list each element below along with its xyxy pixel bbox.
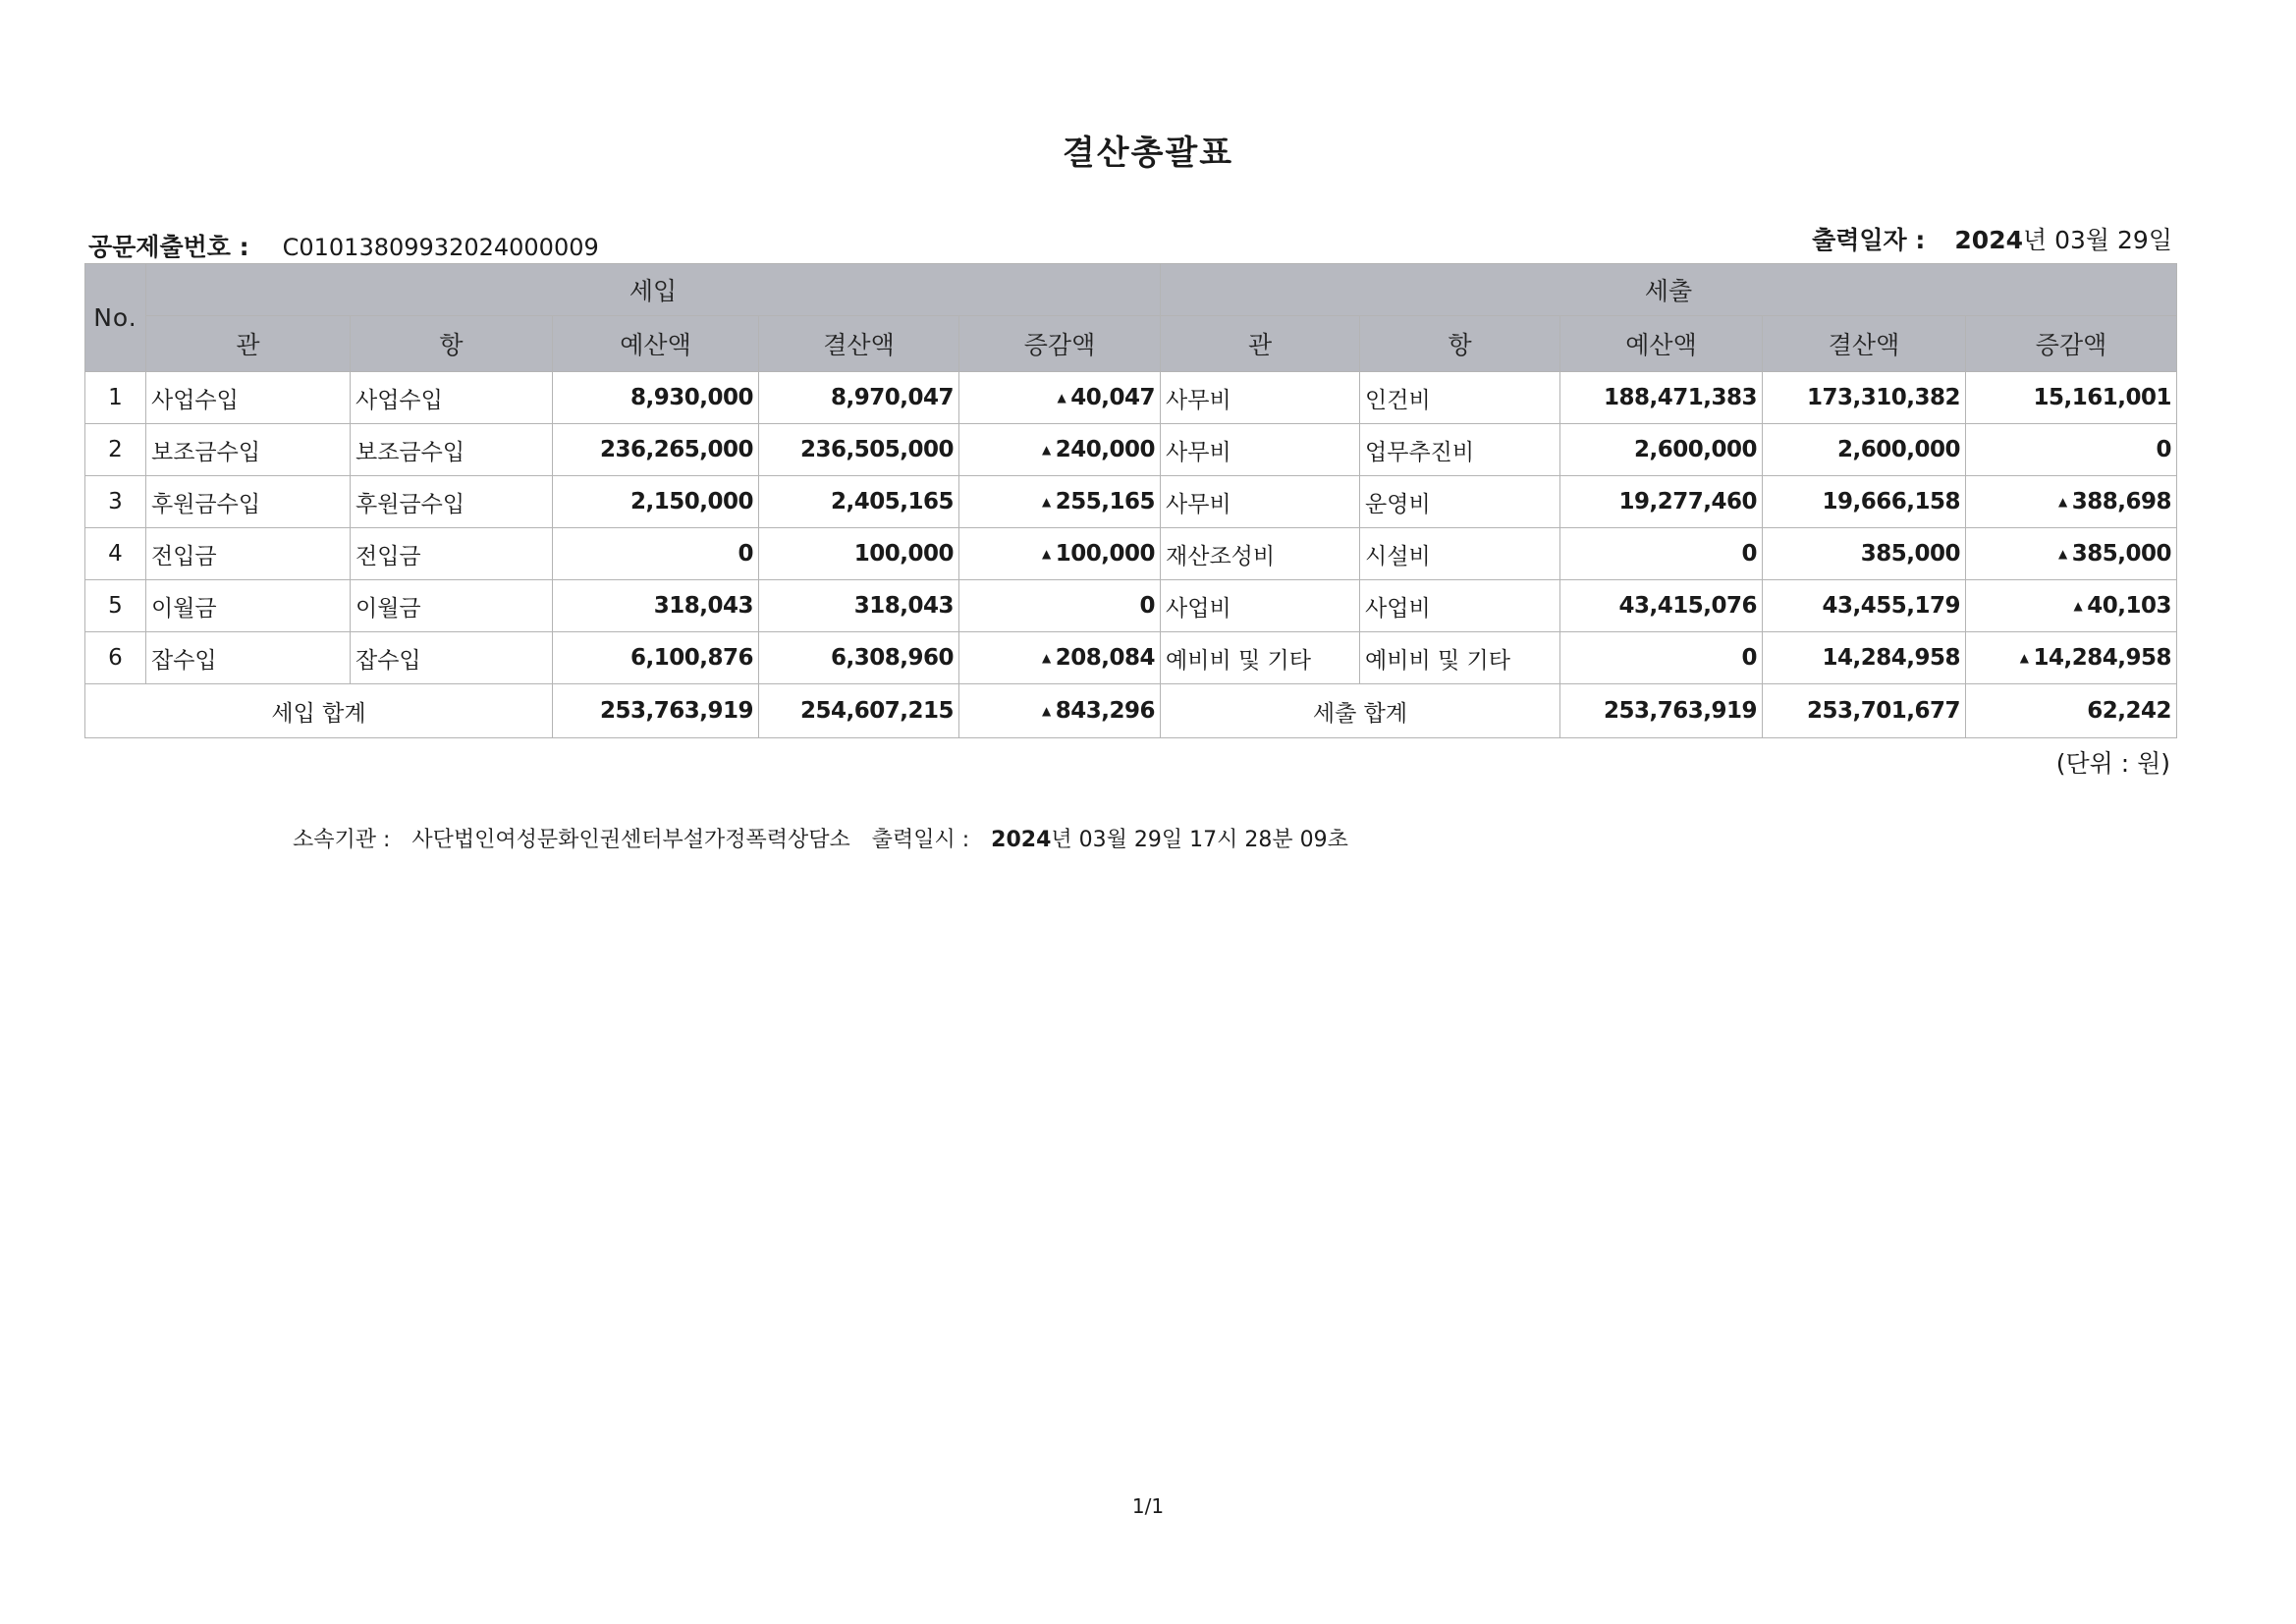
row-no: 1 bbox=[85, 372, 146, 424]
income-gwan: 사업수입 bbox=[146, 372, 351, 424]
expense-diff-value: 40,103 bbox=[2087, 593, 2172, 619]
expense-budget: 0 bbox=[1560, 528, 1763, 580]
header-no: No. bbox=[85, 264, 146, 372]
header-income-hang: 항 bbox=[351, 316, 553, 372]
increase-icon: ▲ bbox=[2058, 547, 2067, 561]
row-no: 5 bbox=[85, 580, 146, 632]
print-date-month: 03 bbox=[2054, 226, 2086, 254]
printed-at-year: 2024 bbox=[991, 828, 1052, 852]
income-hang: 잡수입 bbox=[351, 632, 553, 684]
expense-hang: 인건비 bbox=[1360, 372, 1560, 424]
table-row bbox=[85, 580, 2177, 632]
footer-line bbox=[293, 823, 1348, 853]
expense-diff-value: 14,284,958 bbox=[2033, 645, 2172, 671]
expense-diff bbox=[1966, 632, 2177, 684]
header-income-diff: 증감액 bbox=[959, 316, 1161, 372]
total-row bbox=[85, 684, 2177, 738]
income-diff-value: 100,000 bbox=[1055, 541, 1156, 567]
expense-gwan: 예비비 및 기타 bbox=[1161, 632, 1360, 684]
header-expense-gwan: 관 bbox=[1161, 316, 1360, 372]
expense-budget: 19,277,460 bbox=[1560, 476, 1763, 528]
income-diff bbox=[959, 424, 1161, 476]
income-hang: 사업수입 bbox=[351, 372, 553, 424]
income-diff-value: 208,084 bbox=[1055, 645, 1156, 671]
income-settled: 6,308,960 bbox=[759, 632, 959, 684]
header-expense-diff: 증감액 bbox=[1966, 316, 2177, 372]
income-hang: 이월금 bbox=[351, 580, 553, 632]
header-income-settled: 결산액 bbox=[759, 316, 959, 372]
expense-diff bbox=[1966, 372, 2177, 424]
expense-diff bbox=[1966, 580, 2177, 632]
header-expense: 세출 bbox=[1161, 264, 2177, 316]
header-income-gwan: 관 bbox=[146, 316, 351, 372]
unit-note: (단위 : 원) bbox=[2055, 749, 2170, 778]
income-total-diff-value: 843,296 bbox=[1055, 698, 1156, 724]
header-income-budget: 예산액 bbox=[553, 316, 759, 372]
expense-total-settled: 253,701,677 bbox=[1763, 684, 1966, 738]
printed-at-rest: 03월 29일 17시 28분 09초 bbox=[1078, 828, 1348, 852]
row-no: 6 bbox=[85, 632, 146, 684]
expense-gwan: 사무비 bbox=[1161, 372, 1360, 424]
expense-settled: 2,600,000 bbox=[1763, 424, 1966, 476]
income-hang: 보조금수입 bbox=[351, 424, 553, 476]
income-gwan: 이월금 bbox=[146, 580, 351, 632]
print-date-line bbox=[1812, 221, 2172, 256]
row-no: 2 bbox=[85, 424, 146, 476]
table-row bbox=[85, 372, 2177, 424]
income-settled: 8,970,047 bbox=[759, 372, 959, 424]
print-date-year: 2024 bbox=[1954, 226, 2023, 254]
increase-icon: ▲ bbox=[1042, 651, 1051, 665]
expense-settled: 19,666,158 bbox=[1763, 476, 1966, 528]
income-total-label: 세입 합계 bbox=[85, 684, 553, 738]
printed-at-label: 출력일시 : bbox=[871, 828, 970, 852]
income-diff-value: 0 bbox=[1139, 593, 1156, 619]
income-settled: 2,405,165 bbox=[759, 476, 959, 528]
expense-hang: 시설비 bbox=[1360, 528, 1560, 580]
income-total-settled: 254,607,215 bbox=[759, 684, 959, 738]
income-diff-value: 255,165 bbox=[1055, 489, 1156, 514]
increase-icon: ▲ bbox=[1042, 704, 1051, 718]
expense-diff-value: 385,000 bbox=[2071, 541, 2172, 567]
expense-budget: 2,600,000 bbox=[1560, 424, 1763, 476]
income-settled: 100,000 bbox=[759, 528, 959, 580]
expense-gwan: 사업비 bbox=[1161, 580, 1360, 632]
income-diff bbox=[959, 580, 1161, 632]
document-title: 결산총괄표 bbox=[1062, 134, 1234, 173]
income-budget: 2,150,000 bbox=[553, 476, 759, 528]
settlement-summary-table bbox=[84, 263, 2177, 738]
income-gwan: 잡수입 bbox=[146, 632, 351, 684]
expense-diff-value: 0 bbox=[2156, 437, 2172, 462]
expense-diff bbox=[1966, 424, 2177, 476]
expense-budget: 43,415,076 bbox=[1560, 580, 1763, 632]
income-diff bbox=[959, 632, 1161, 684]
income-settled: 318,043 bbox=[759, 580, 959, 632]
expense-total-label: 세출 합계 bbox=[1161, 684, 1560, 738]
header-income: 세입 bbox=[146, 264, 1161, 316]
income-diff-value: 240,000 bbox=[1055, 437, 1156, 462]
income-budget: 236,265,000 bbox=[553, 424, 759, 476]
expense-gwan: 재산조성비 bbox=[1161, 528, 1360, 580]
table-row bbox=[85, 632, 2177, 684]
print-date-year-unit: 년 bbox=[2023, 226, 2048, 254]
income-budget: 318,043 bbox=[553, 580, 759, 632]
expense-budget: 188,471,383 bbox=[1560, 372, 1763, 424]
expense-budget: 0 bbox=[1560, 632, 1763, 684]
doc-number-value: C01013809932024000009 bbox=[282, 234, 599, 261]
org-name: 사단법인여성문화인권센터부설가정폭력상담소 bbox=[411, 828, 850, 852]
table-row bbox=[85, 424, 2177, 476]
income-gwan: 보조금수입 bbox=[146, 424, 351, 476]
expense-hang: 사업비 bbox=[1360, 580, 1560, 632]
print-date-day-unit: 일 bbox=[2148, 226, 2172, 254]
expense-gwan: 사무비 bbox=[1161, 476, 1360, 528]
income-settled: 236,505,000 bbox=[759, 424, 959, 476]
expense-hang: 업무추진비 bbox=[1360, 424, 1560, 476]
header-expense-budget: 예산액 bbox=[1560, 316, 1763, 372]
expense-diff-value: 388,698 bbox=[2071, 489, 2172, 514]
printed-at-year-unit: 년 bbox=[1051, 828, 1072, 852]
print-date-month-unit: 월 bbox=[2085, 226, 2110, 254]
row-no: 4 bbox=[85, 528, 146, 580]
income-gwan: 후원금수입 bbox=[146, 476, 351, 528]
print-date-label: 출력일자 : bbox=[1812, 226, 1926, 254]
increase-icon: ▲ bbox=[2058, 495, 2067, 509]
expense-settled: 43,455,179 bbox=[1763, 580, 1966, 632]
header-expense-hang: 항 bbox=[1360, 316, 1560, 372]
increase-icon: ▲ bbox=[1042, 443, 1051, 457]
income-diff bbox=[959, 476, 1161, 528]
increase-icon: ▲ bbox=[2019, 651, 2029, 665]
income-diff bbox=[959, 372, 1161, 424]
doc-number-line bbox=[88, 228, 599, 263]
expense-total-diff: 62,242 bbox=[1966, 684, 2177, 738]
increase-icon: ▲ bbox=[1057, 391, 1066, 405]
page-number: 1/1 bbox=[1131, 1494, 1165, 1518]
print-date-day: 29 bbox=[2117, 226, 2149, 254]
income-hang: 전입금 bbox=[351, 528, 553, 580]
expense-diff bbox=[1966, 528, 2177, 580]
org-label: 소속기관 : bbox=[293, 828, 391, 852]
expense-settled: 385,000 bbox=[1763, 528, 1966, 580]
expense-total-budget: 253,763,919 bbox=[1560, 684, 1763, 738]
income-hang: 후원금수입 bbox=[351, 476, 553, 528]
table-row bbox=[85, 528, 2177, 580]
expense-settled: 14,284,958 bbox=[1763, 632, 1966, 684]
income-diff bbox=[959, 528, 1161, 580]
income-budget: 6,100,876 bbox=[553, 632, 759, 684]
expense-hang: 운영비 bbox=[1360, 476, 1560, 528]
table-body bbox=[85, 372, 2177, 684]
increase-icon: ▲ bbox=[1042, 495, 1051, 509]
income-diff-value: 40,047 bbox=[1070, 385, 1156, 410]
expense-diff-value: 15,161,001 bbox=[2033, 385, 2172, 410]
income-total-diff bbox=[959, 684, 1161, 738]
expense-settled: 173,310,382 bbox=[1763, 372, 1966, 424]
expense-hang: 예비비 및 기타 bbox=[1360, 632, 1560, 684]
income-total-budget: 253,763,919 bbox=[553, 684, 759, 738]
income-budget: 8,930,000 bbox=[553, 372, 759, 424]
doc-number-label: 공문제출번호 : bbox=[88, 233, 249, 261]
income-budget: 0 bbox=[553, 528, 759, 580]
row-no: 3 bbox=[85, 476, 146, 528]
table-row bbox=[85, 476, 2177, 528]
expense-diff bbox=[1966, 476, 2177, 528]
income-gwan: 전입금 bbox=[146, 528, 351, 580]
header-expense-settled: 결산액 bbox=[1763, 316, 1966, 372]
increase-icon: ▲ bbox=[2073, 599, 2083, 613]
increase-icon: ▲ bbox=[1042, 547, 1051, 561]
expense-gwan: 사무비 bbox=[1161, 424, 1360, 476]
